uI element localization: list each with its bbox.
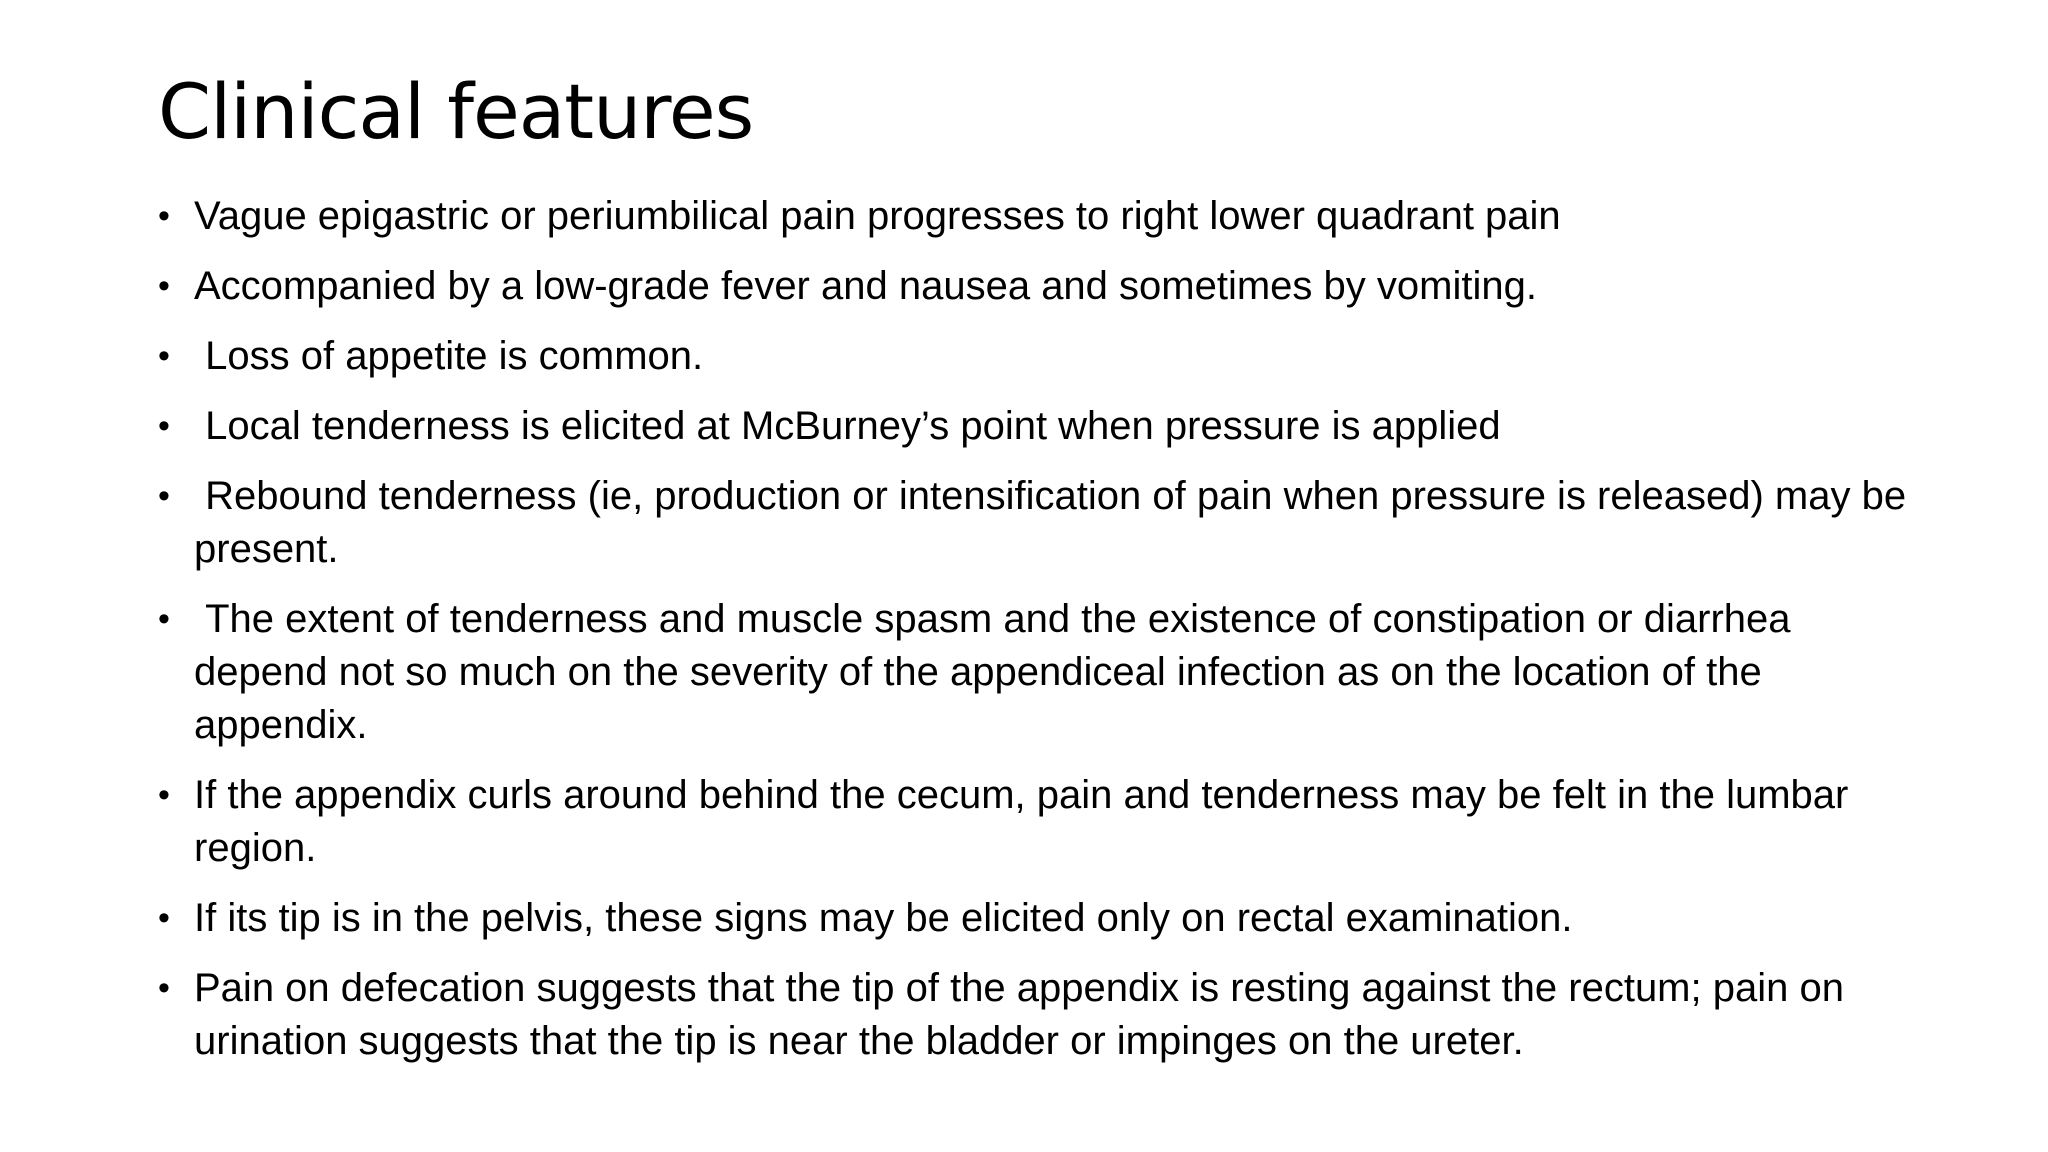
bullet-text: Vague epigastric or periumbilical pain progresses to right lower quadrant pain (194, 194, 1561, 238)
bullet-icon: • (158, 337, 170, 375)
bullet-item (158, 400, 1918, 453)
bullet-icon: • (158, 600, 170, 638)
bullet-item (158, 892, 1918, 945)
bullet-text: If the appendix curls around behind the cecum, pain and tenderness may be felt in the lumbar region. (194, 773, 1849, 870)
bullet-icon: • (158, 407, 170, 445)
bullet-item (158, 470, 1918, 576)
slide-title: Clinical features (158, 67, 754, 156)
bullet-icon: • (158, 969, 170, 1007)
bullet-text: Pain on defecation suggests that the tip of the appendix is resting against the rectum; pain on urination suggests that the tip is near the bladder or impinges on the ureter. (194, 966, 1844, 1063)
bullet-item (158, 330, 1918, 383)
bullet-icon: • (158, 267, 170, 305)
bullet-item (158, 190, 1918, 243)
bullet-item (158, 769, 1918, 875)
bullet-text: Accompanied by a low-grade fever and nausea and sometimes by vomiting. (194, 264, 1537, 308)
bullet-icon: • (158, 776, 170, 814)
bullet-icon: • (158, 477, 170, 515)
bullet-text: Loss of appetite is common. (194, 334, 704, 378)
bullet-item (158, 260, 1918, 313)
bullet-item (158, 593, 1918, 752)
bullet-icon: • (158, 197, 170, 235)
bullet-text: Rebound tenderness (ie, production or intensification of pain when pressure is released) may be present. (194, 474, 1918, 571)
bullet-icon: • (158, 899, 170, 937)
bullet-text: The extent of tenderness and muscle spasm and the existence of constipation or diarrhea depend not so much on the severity of the appendiceal infection as on the location of the appendix. (194, 597, 1802, 747)
bullet-list (158, 190, 1918, 1085)
bullet-item (158, 962, 1918, 1068)
bullet-text: If its tip is in the pelvis, these signs may be elicited only on rectal examination. (194, 896, 1573, 940)
bullet-text: Local tenderness is elicited at McBurney’s point when pressure is applied (194, 404, 1501, 448)
